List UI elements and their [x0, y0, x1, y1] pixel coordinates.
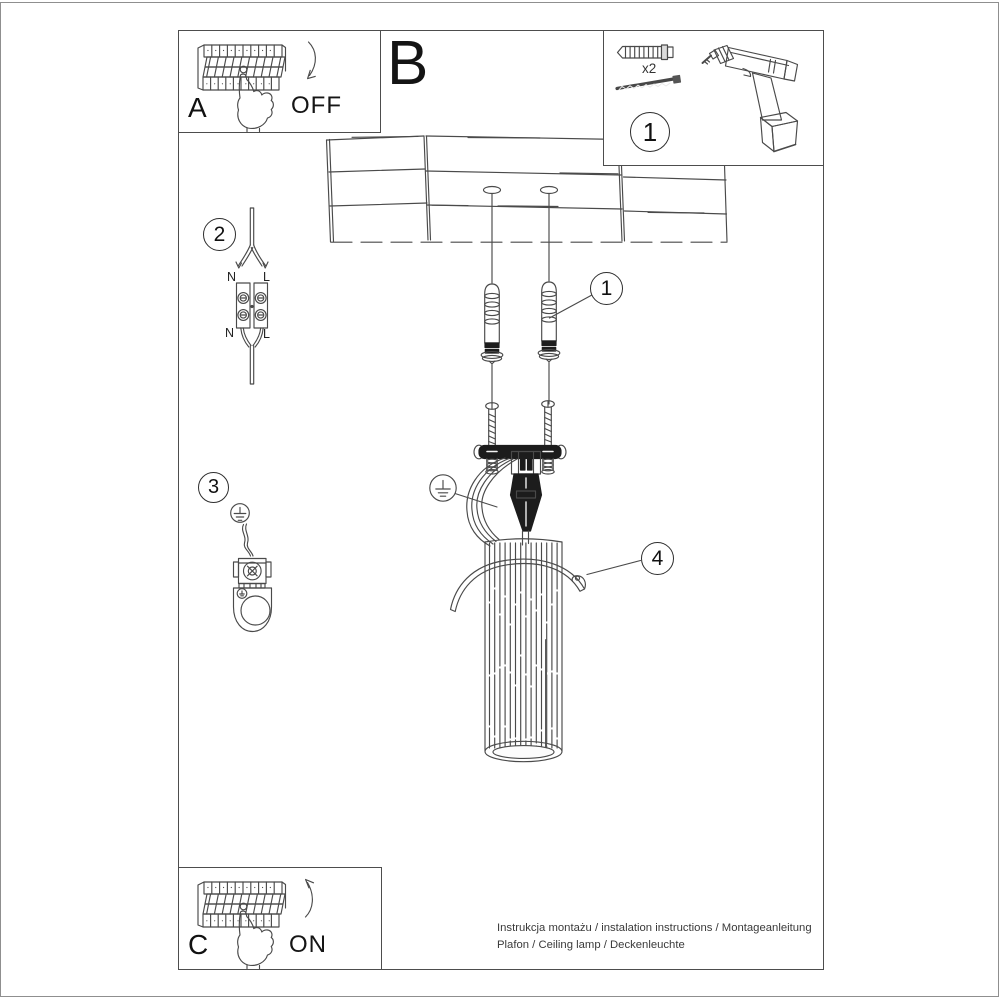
wire-label-live-bottom: L	[263, 327, 270, 341]
step-1-badge: 1	[630, 112, 670, 152]
callout-1-wall-plug: 1	[590, 272, 623, 305]
wire-label-neutral-top: N	[227, 270, 237, 284]
panel-a	[178, 30, 381, 133]
drill-icon	[703, 46, 798, 152]
footer-line-1: Instrukcja montażu / instalation instructions / Montageanleitung	[497, 922, 812, 934]
section-b-letter: B	[387, 29, 429, 98]
power-off-label: OFF	[291, 92, 342, 119]
screw-icon	[617, 76, 681, 90]
footer-line-2: Plafon / Ceiling lamp / Deckenleuchte	[497, 939, 685, 951]
panel-a-letter: A	[188, 92, 207, 123]
section-b-frame	[178, 30, 824, 970]
wall-anchor-icon	[618, 45, 674, 60]
panel-c-letter: C	[188, 929, 209, 960]
panel-c-art	[179, 868, 381, 969]
callout-3-earth: 3	[198, 472, 229, 503]
wire-label-live-top: L	[263, 270, 270, 284]
arrow-up-icon	[306, 880, 314, 918]
anchor-quantity-label: x2	[642, 61, 657, 76]
wire-label-neutral-bottom: N	[225, 326, 235, 340]
tools-panel	[603, 30, 824, 166]
callout-2-terminal: 2	[203, 218, 236, 251]
power-on-label: ON	[289, 931, 327, 958]
footer-caption	[497, 920, 812, 954]
arrow-down-icon	[308, 42, 316, 79]
panel-a-art	[179, 31, 380, 132]
panel-c	[178, 867, 382, 970]
callout-4-clip: 4	[641, 542, 674, 575]
